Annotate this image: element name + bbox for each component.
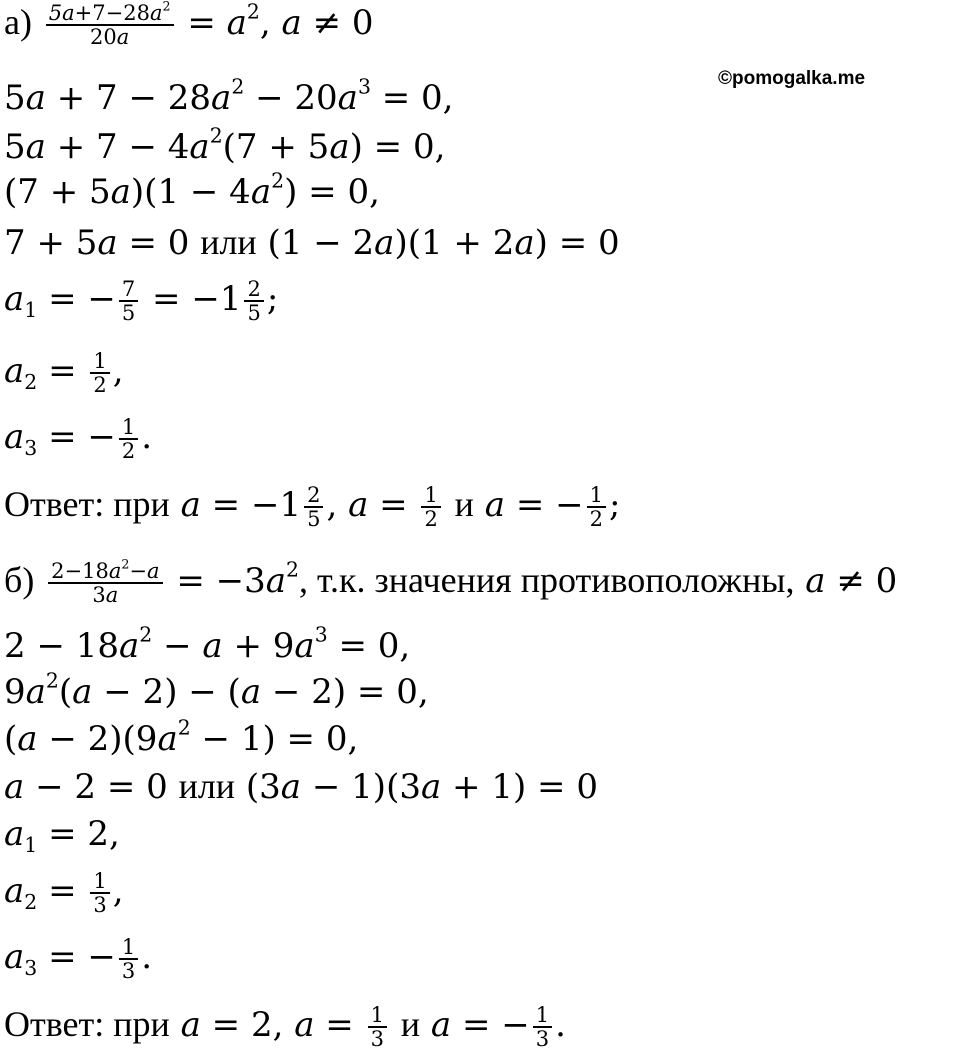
part-b-or: или (178, 766, 236, 806)
part-a-label: а) (4, 2, 32, 43)
part-b-answer: Ответ: при a = 2, a = $\frac{1}{3}$ и a = − $\frac{1}{3}$ . (4, 1003, 566, 1052)
part-b-split: a − 2 = 0 или (3a − 1)(3a + 1) = 0 (4, 766, 598, 807)
part-b-step-1: $2 - 18a^2 - a + 9a^3 = 0$, (4, 622, 411, 666)
part-b-step-3: $(a - 2)(9a^2 - 1) = 0$, (4, 715, 359, 759)
part-a-step-2: $5a + 7 - 4a^2(7 + 5a) = 0$, (4, 123, 446, 167)
part-b-header: б) $\frac{2-18a^2-a}{3a}$ = $-3a^2$, т.к. значения противоположны, a ≠ 0 (4, 556, 898, 608)
part-a-answer-prefix: Ответ: при (4, 484, 170, 525)
part-a-header: а) $\frac{5a+7-28a^2}{20a}$ = $a^2$, a ≠ 0 (4, 0, 374, 50)
part-b-label: б) (4, 560, 35, 601)
part-a-split: 7 + 5a = 0 или (1 − 2a)(1 + 2a) = 0 (4, 222, 620, 263)
part-b-header-fraction: $\frac{2-18a^2-a}{3a}$ (48, 560, 162, 606)
part-b-root-2: $a_2$ = $\frac{1}{3}$ , (4, 869, 124, 918)
part-a-root-1: $a_1$ = − $\frac{7}{5}$ = −1 $\frac{2}{5}$ ; (4, 277, 279, 326)
part-a-header-fraction: $\frac{5a+7-28a^2}{20a}$ (46, 2, 174, 48)
part-b-root-1: $a_1 = 2$, (4, 814, 120, 858)
part-b-root-3: $a_3$ = − $\frac{1}{3}$ . (4, 935, 153, 984)
part-a-or: или (200, 222, 257, 262)
part-b-note: , т.к. значения противоположны, (299, 560, 795, 601)
part-a-answer-and: и (454, 484, 474, 525)
part-a-root-2: $a_2$ = $\frac{1}{2}$ , (4, 349, 124, 398)
part-a-root-3: $a_3$ = − $\frac{1}{2}$ . (4, 415, 153, 464)
part-a-step-1: $5a + 7 - 28a^2 - 20a^3 = 0$, (4, 74, 454, 118)
part-a-answer: Ответ: при a = −1 $\frac{2}{5}$ , a = $\frac{1}{2}$ и a = − $\frac{1}{2}$ ; (4, 483, 621, 532)
watermark: ©pomogalka.me (718, 68, 866, 89)
part-a-step-3: $(7 + 5a)(1 - 4a^2) = 0$, (4, 168, 380, 212)
part-b-answer-prefix: Ответ: при (4, 1004, 170, 1045)
part-b-step-2: $9a^2(a - 2) - (a - 2) = 0$, (4, 668, 429, 712)
part-b-answer-and: и (400, 1004, 421, 1045)
